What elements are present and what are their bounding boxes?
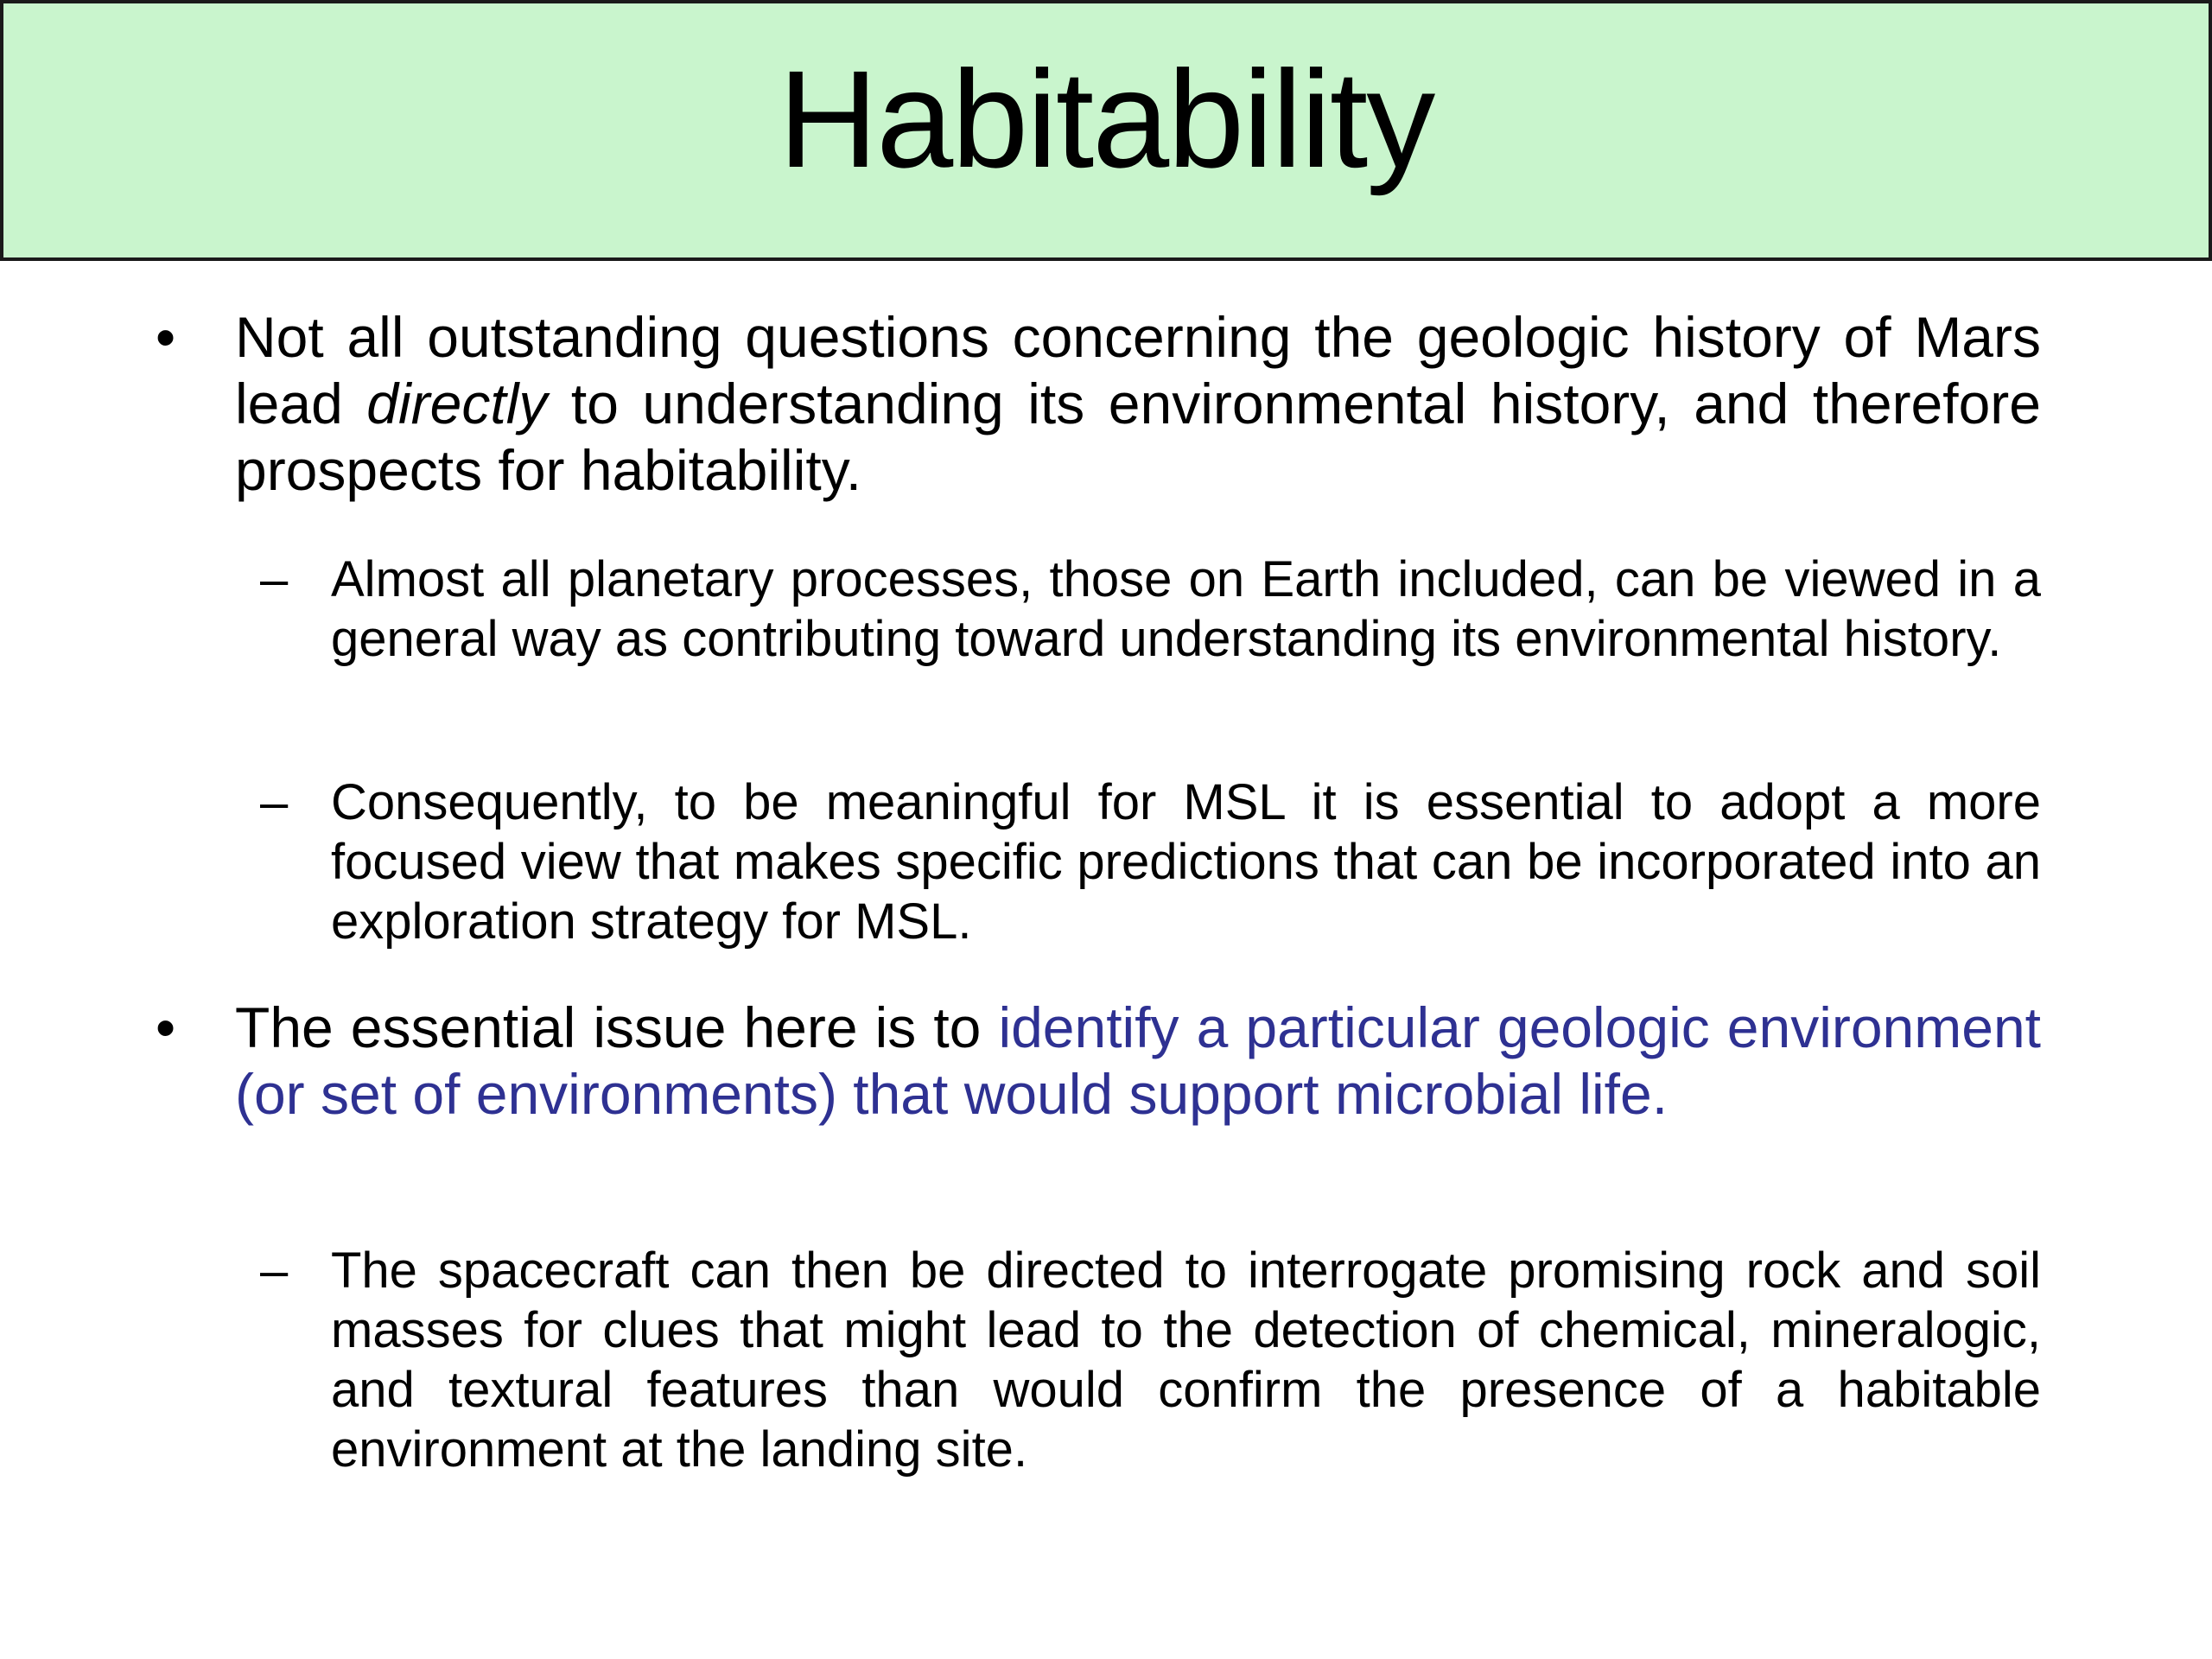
bullet-text-highlight: identify a particular geologic environment (or set of environments) that would support microbial life.	[235, 995, 2041, 1126]
sub-bullet-item-spacecraft	[260, 1241, 2041, 1479]
bullet-item-geologic-history	[156, 304, 2041, 504]
bullet-text-emphasis: directly	[366, 372, 548, 435]
bullet-text-end: to understanding its environmental history, and therefore prospects for habitability.	[235, 372, 2041, 502]
bullet-text-start: Not all outstanding questions concerning the geologic history of Mars lead	[235, 305, 2041, 435]
dash-marker: –	[260, 1243, 289, 1299]
sub-bullet-text: Consequently, to be meaningful for MSL it is essential to adopt a more focused view that makes specific predictions that can be incorporated into an exploration strategy for MSL.	[331, 774, 2041, 950]
sub-bullet-item-focused-view	[260, 772, 2041, 951]
bullet-item-essential-issue	[156, 995, 2041, 1128]
dash-marker: –	[260, 774, 289, 830]
bullet-marker: •	[156, 305, 176, 369]
sub-bullet-text: Almost all planetary processes, those on Earth included, can be viewed in a general way as contributing toward understanding its environmental history.	[331, 551, 2041, 667]
bullet-text-start: The essential issue here is to	[235, 995, 999, 1059]
slide-title: Habitability	[778, 41, 1434, 196]
sub-bullet-text: The spacecraft can then be directed to interrogate promising rock and soil masses for clues that might lead to the detection of chemical, mineralogic, and textural features than would confirm the presence of a habitable environment at the landing site.	[331, 1243, 2041, 1478]
bullet-marker: •	[156, 995, 176, 1059]
sub-bullet-item-planetary-processes	[260, 550, 2041, 669]
dash-marker: –	[260, 551, 289, 607]
